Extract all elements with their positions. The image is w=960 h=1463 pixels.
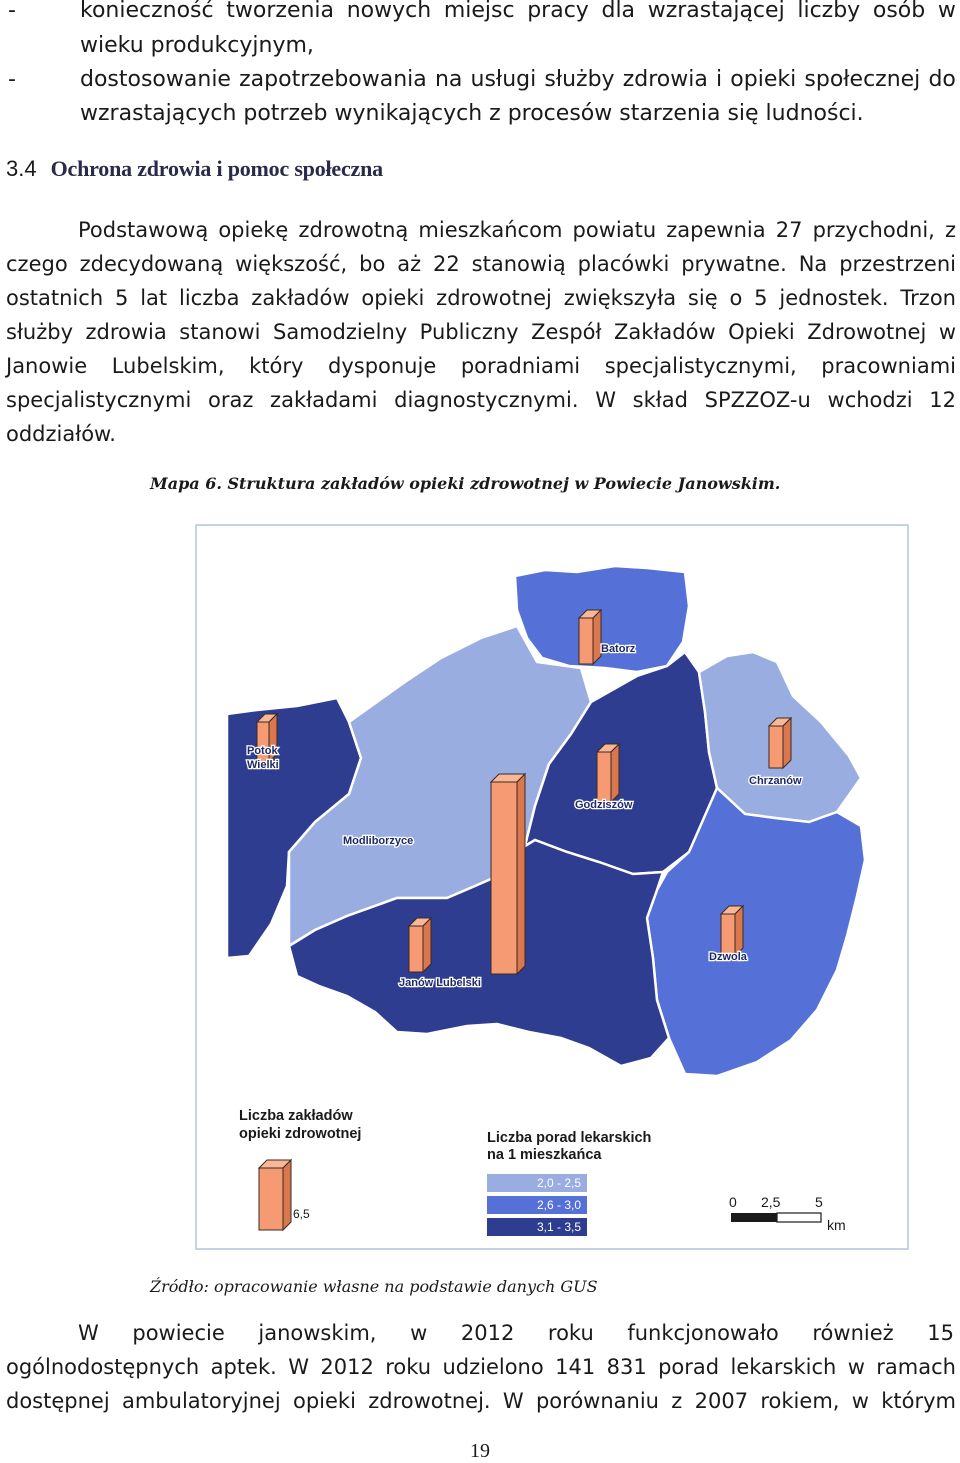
- word: w: [937, 0, 956, 23]
- word: janowskim,: [258, 1321, 377, 1345]
- word: wzrastającej: [647, 0, 785, 23]
- paragraph-line: Podstawową opiekę zdrowotną mieszkańcom powiatu zapewnia 27 przychodni, z: [78, 218, 956, 242]
- legend-swatch-label: 2,6 - 3,0: [537, 1198, 582, 1212]
- paragraph-line: Janowie Lubelskim, który dysponuje poradniami specjalistycznymi, pracowniami: [6, 354, 956, 378]
- word: miejsc: [443, 0, 515, 23]
- legend-bar-box: [259, 1160, 291, 1230]
- word: dostosowanie: [80, 67, 231, 92]
- map-canvas: [197, 526, 907, 1248]
- word: również: [812, 1321, 894, 1345]
- bar-batorz: [579, 610, 601, 664]
- word: konieczność: [80, 0, 214, 23]
- word: w: [410, 1321, 428, 1345]
- word: 2012: [460, 1321, 515, 1345]
- bullet-2-line-1: [80, 67, 956, 92]
- scale-bar: [729, 1194, 846, 1233]
- bar-janow-lubelski: [409, 918, 431, 972]
- region-label-godziszow: Godziszów: [575, 799, 633, 811]
- region-label-dzwola: Dzwola: [709, 951, 747, 963]
- scale-tick-2: 5: [815, 1194, 823, 1210]
- scale-segment-dark: [731, 1213, 777, 1222]
- map-figure: [195, 524, 909, 1250]
- word: W: [78, 1321, 99, 1345]
- paragraph-line: służby zdrowia stanowi Samodzielny Publiczny Zespół Zakładów Opieki Zdrowotnej w: [6, 320, 956, 344]
- bullet-dash: -: [8, 67, 16, 92]
- paragraph-line: ogólnodostępnych aptek. W 2012 roku udzielono 141 831 porad lekarskich w ramach: [6, 1355, 956, 1379]
- bar-chrzanow: [769, 718, 791, 768]
- legend-advice-title-1: Liczba porad lekarskich: [487, 1130, 652, 1146]
- bar-godziszow: [597, 744, 619, 802]
- word: zapotrzebowania: [239, 67, 427, 92]
- bullet-dash: -: [8, 0, 16, 23]
- paragraph-line: specjalistycznymi oraz zakładami diagnostycznymi. W skład SPZZOZ-u wchodzi 12: [6, 388, 956, 412]
- legend-swatch-label: 2,0 - 2,5: [537, 1176, 582, 1190]
- word: służby: [544, 67, 615, 92]
- section-number: 3.4: [6, 156, 37, 181]
- word: nowych: [346, 0, 432, 23]
- bullet-2-line-2: wzrastających potrzeb wynikających z procesów starzenia się ludności.: [80, 101, 864, 126]
- word: osób: [872, 0, 926, 23]
- word: funkcjonowało: [627, 1321, 779, 1345]
- bar-dzwola: [721, 906, 743, 956]
- section-title: Ochrona zdrowia i pomoc społeczna: [50, 156, 383, 181]
- scale-tick-0: 0: [729, 1194, 737, 1210]
- region-label-modliborzyce: Modliborzyce: [343, 835, 414, 847]
- paragraph-line: ostatnich 5 lat liczba zakładów opieki zdrowotnej zwiększyła się o 5 jednostek. Trzon: [6, 286, 956, 310]
- region-label-janow: Janów Lubelski: [399, 977, 481, 989]
- legend-swatch-label: 3,1 - 3,5: [537, 1220, 582, 1234]
- word: 15: [927, 1321, 954, 1345]
- paragraph-line: dostępnej ambulatoryjnej opieki zdrowotnej. W porównaniu z 2007 rokiem, w którym: [6, 1389, 956, 1413]
- region-label-chrzanow: Chrzanów: [749, 775, 802, 787]
- word: opieki: [730, 67, 797, 92]
- map-caption: Mapa 6. Struktura zakładów opieki zdrowotnej w Powiecie Janowskim.: [150, 474, 781, 493]
- legend-facilities-title-1: Liczba zakładów: [239, 1108, 353, 1124]
- legend-facilities-bar: [259, 1160, 291, 1230]
- bar-modliborzyce: [491, 774, 525, 974]
- word: społecznej: [804, 67, 921, 92]
- page-number: 19: [470, 1440, 490, 1462]
- word: do: [928, 67, 956, 92]
- legend-facilities-value: 6,5: [293, 1207, 310, 1221]
- word: usługi: [470, 67, 537, 92]
- word: i: [716, 67, 723, 92]
- legend-advice-title-2: na 1 mieszkańca: [487, 1147, 602, 1163]
- scale-unit: km: [827, 1217, 846, 1233]
- word: pracy: [527, 0, 589, 23]
- paragraph-line: oddziałów.: [6, 422, 116, 446]
- legend-advice-items: [487, 1174, 587, 1236]
- word: zdrowia: [622, 67, 708, 92]
- word: tworzenia: [226, 0, 335, 23]
- region-label-potok-line-1: Potok: [247, 745, 278, 757]
- word: dla: [601, 0, 636, 23]
- word: powiecie: [132, 1321, 225, 1345]
- legend-facilities-title-2: opieki zdrowotnej: [239, 1126, 362, 1142]
- section-heading: [6, 156, 383, 182]
- paragraph-2-line-1: [78, 1321, 954, 1345]
- bullet-1-line-2: wieku produkcyjnym,: [80, 33, 314, 58]
- word: roku: [547, 1321, 594, 1345]
- region-batorz: [515, 566, 689, 672]
- scale-tick-1: 2,5: [761, 1194, 781, 1210]
- scale-segment-light: [777, 1213, 821, 1222]
- region-label-batorz: Batorz: [601, 643, 636, 655]
- figure-source: Źródło: opracowanie własne na podstawie danych GUS: [150, 1277, 598, 1296]
- word: liczby: [797, 0, 861, 23]
- region-label-potok-line-2: Wielki: [247, 759, 279, 771]
- word: na: [434, 67, 463, 92]
- bullet-1-line-1: [80, 0, 956, 23]
- paragraph-line: czego zdecydowaną większość, bo aż 22 stanowią placówki prywatne. Na przestrzeni: [6, 252, 956, 276]
